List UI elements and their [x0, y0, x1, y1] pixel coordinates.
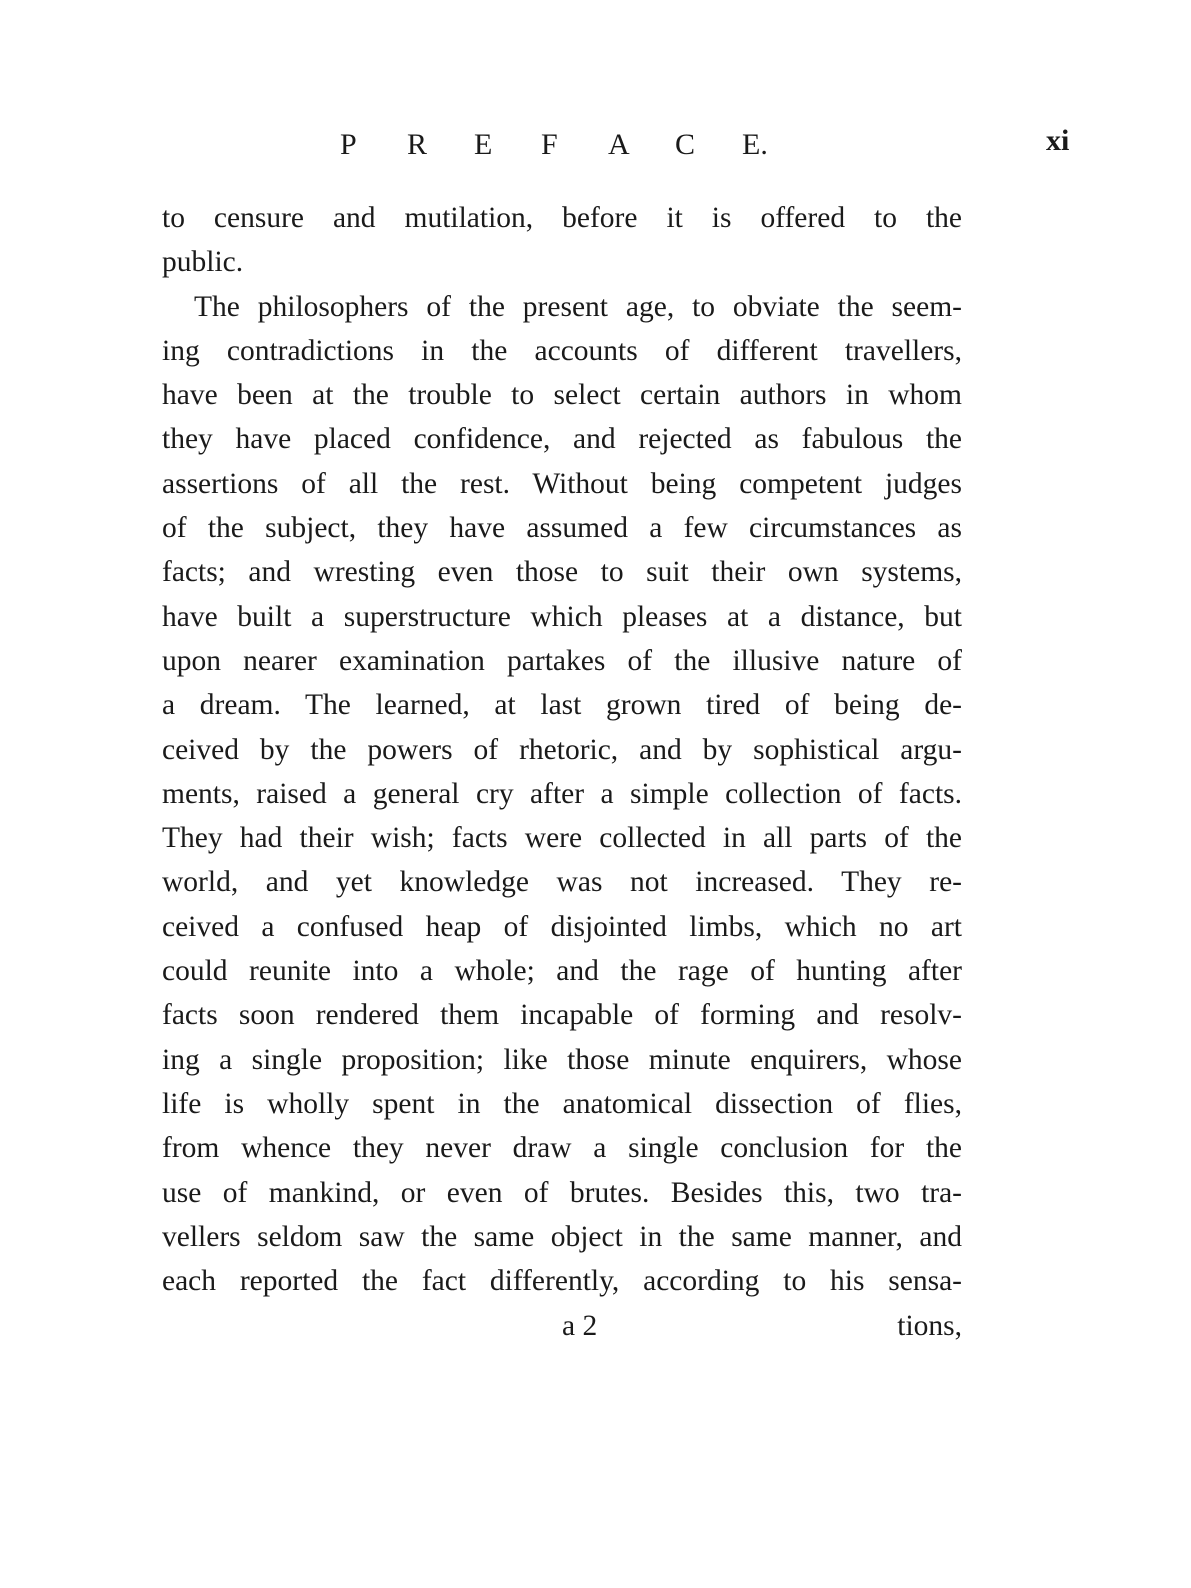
text-line: The philosophers of the present age, to obviate the seem- [194, 290, 962, 323]
text-line: They had their wish; facts were collected in all parts of the [162, 822, 962, 855]
running-head-letter: R [407, 128, 428, 161]
text-line: to censure and mutilation, before it is offered to the [162, 202, 962, 234]
text-line: have been at the trouble to select certain authors in whom [162, 379, 962, 412]
text-line: life is wholly spent in the anatomical dissection of flies, [162, 1087, 962, 1120]
text-line: ceived by the powers of rhetoric, and by sophistical argu- [162, 733, 962, 766]
page-number: xi [1046, 124, 1070, 157]
text-line: world, and yet knowledge was not increased. They re- [162, 866, 962, 899]
text-line: they have placed confidence, and rejected as fabulous the [162, 423, 962, 456]
text-line: of the subject, they have assumed a few circumstances as [162, 512, 962, 545]
text-line: facts; and wresting even those to suit their own systems, [162, 556, 962, 589]
text-line: upon nearer examination partakes of the illusive nature of [162, 644, 962, 677]
text-line: facts soon rendered them incapable of forming and resolv- [162, 999, 962, 1032]
running-head-letter: E [474, 128, 493, 161]
running-head-letter: A [608, 128, 630, 161]
text-line: ceived a confused heap of disjointed limbs, which no art [162, 910, 962, 943]
catchword: tions, [897, 1310, 962, 1342]
text-line: could reunite into a whole; and the rage of hunting after [162, 955, 962, 988]
page-footer [162, 1310, 962, 1350]
text-line: ing contradictions in the accounts of different travellers, [162, 334, 962, 367]
text-line: a dream. The learned, at last grown tired of being de- [162, 689, 962, 722]
body-text [162, 196, 962, 1303]
text-line: each reported the fact differently, according to his sensa- [162, 1265, 962, 1298]
text-line: ing a single proposition; like those minute enquirers, whose [162, 1043, 962, 1076]
running-head-letter: F [541, 128, 558, 161]
text-line: public. [162, 246, 244, 279]
text-line: assertions of all the rest. Without being competent judges [162, 467, 962, 500]
text-line: have built a superstructure which pleases at a distance, but [162, 600, 962, 633]
text-line: vellers seldom saw the same object in the same manner, and [162, 1220, 962, 1253]
running-head-preface [340, 128, 809, 162]
signature-mark: a 2 [562, 1310, 598, 1342]
running-head-letter: E. [742, 128, 768, 161]
running-head-letter: P [340, 128, 357, 161]
running-head-letter: C [675, 128, 696, 161]
text-line: from whence they never draw a single conclusion for the [162, 1132, 962, 1165]
text-line: use of mankind, or even of brutes. Besides this, two tra- [162, 1176, 962, 1209]
text-line: ments, raised a general cry after a simple collection of facts. [162, 777, 962, 810]
